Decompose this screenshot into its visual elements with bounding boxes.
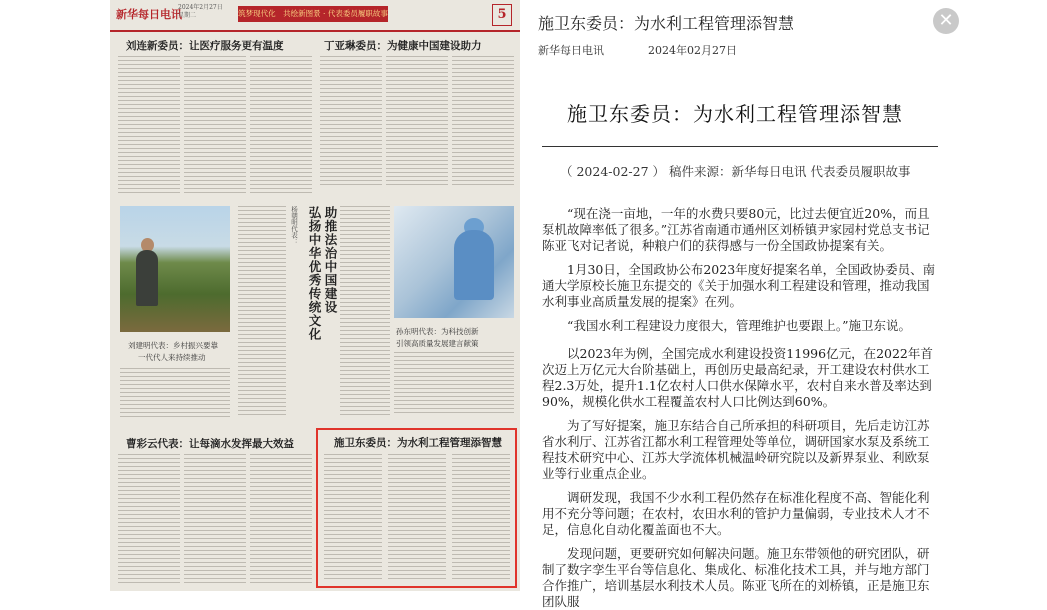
reader-source: 新华每日电讯 (538, 44, 604, 57)
text-column (394, 352, 514, 416)
newspaper-day: 星期二 (178, 12, 197, 19)
close-icon[interactable]: ✕ (933, 8, 959, 34)
photo-caption: 孙东明代表：为科技创新 (396, 327, 479, 336)
newspaper-date-block (178, 4, 223, 20)
photo-caption: 一代代人来持续推动 (138, 353, 206, 362)
article-title-dingyalin[interactable]: 丁亚琳委员：为健康中国建设助力 (324, 40, 482, 52)
text-column (184, 454, 246, 586)
text-column (238, 206, 286, 416)
newspaper-date: 2024年2月27日 (178, 4, 223, 11)
article-paragraph: 以2023年为例，全国完成水利建设投资11996亿元，在2022年首次迈上万亿元大台阶基础上，再创历史最高纪录，开工建设农村供水工程2.3万处，提升1.1亿农村人口供水保障水平，农村自来水普及率达到90%，规模化供水工程覆盖农村人口比例达到60%。 (542, 346, 933, 409)
photo-farmer (120, 206, 230, 332)
reader-top-title: 施卫东委员：为水利工程管理添智慧 (538, 14, 795, 33)
text-column (250, 454, 312, 586)
text-column (452, 56, 514, 186)
text-column (184, 56, 246, 196)
photo-caption: 引领高质量发展建言献策 (396, 339, 479, 348)
newspaper-page-number: 5 (492, 4, 512, 26)
article-title-liulianxin[interactable]: 刘连新委员：让医疗服务更有温度 (126, 40, 284, 52)
article-headline: 施卫东委员：为水利工程管理添智慧 (567, 102, 903, 126)
text-column (250, 56, 312, 196)
photo-lab-scientist (394, 206, 514, 318)
article-title-caocaiyun[interactable]: 曹彩云代表：让每滴水发挥最大效益 (126, 438, 294, 450)
photo-caption: 刘建明代表：乡村振兴要靠 (128, 341, 218, 350)
article-paragraph: “我国水利工程建设力度很大，管理维护也要跟上。”施卫东说。 (567, 318, 912, 333)
highlighted-article[interactable] (316, 428, 517, 588)
person-figure (136, 250, 158, 306)
left-margin (0, 0, 110, 591)
newspaper-page[interactable] (110, 0, 521, 591)
text-column (324, 454, 382, 582)
text-column (452, 454, 510, 582)
article-reader-pane (520, 0, 1047, 609)
vertical-title-1[interactable]: 助推法治中国建设 (323, 206, 338, 314)
article-meta: （ 2024-02-27 ） 稿件来源：新华每日电讯 代表委员履职故事 (560, 164, 911, 179)
article-paragraph: “现在浇一亩地，一年的水费只要80元，比过去便宜近20%，而且泵机故障率低了很多。”江苏省南通市通州区刘桥镇尹家园村党总支书记陈亚飞对记者说，种粮户们的获得感与一份全国政协提案有关。 (542, 206, 930, 253)
newspaper-banner: 筑梦现代化 共绘新图景 · 代表委员履职故事 (238, 6, 388, 22)
article-paragraph: 发现问题，更要研究如何解决问题。施卫东带领他的研究团队，研制了数字孪生平台等信息化、集成化、标准化技术工具，并与地方部门合作推广，培训基层水利技术人员。陈亚飞所在的刘桥镇，正是施卫东团队服 (542, 546, 930, 609)
text-column (118, 454, 180, 586)
vertical-title-2[interactable]: 弘扬中华优秀传统文化 (307, 206, 322, 341)
article-paragraph: 调研发现，我国不少水利工程仍然存在标准化程度不高、智能化利用不充分等问题；在农村，农田水利的管护力量偏弱，专业技术人才不足，信息化自动化覆盖面也不大。 (542, 490, 930, 537)
text-column (120, 368, 230, 420)
text-column (118, 56, 180, 196)
reader-date: 2024年02月27日 (648, 44, 737, 57)
person-figure (454, 230, 494, 300)
article-paragraph: 1月30日，全国政协公布2023年度好提案名单，全国政协委员、南通大学原校长施卫东提交的《关于加强水利工程建设和管理，推动我国水利事业高质量发展的提案》在列。 (542, 262, 936, 309)
text-column (340, 206, 390, 416)
newspaper-header (110, 0, 520, 32)
highlighted-article-title[interactable]: 施卫东委员：为水利工程管理添智慧 (334, 437, 502, 449)
text-column (388, 454, 446, 582)
text-column (320, 56, 382, 186)
newspaper-masthead: 新华每日电讯 (116, 8, 182, 21)
vertical-byline: 杨朝明代表： (290, 206, 298, 245)
text-column (386, 56, 448, 186)
article-paragraph: 为了写好提案，施卫东结合自己所承担的科研项目，先后走访江苏省水利厅、江苏省江都水利工程管理处等单位，调研国家水泵及系统工程技术研究中心、江苏大学流体机械温岭研究院以及新界泵业、利欧泵业等行业重点企业。 (542, 418, 930, 481)
headline-divider (542, 146, 938, 147)
